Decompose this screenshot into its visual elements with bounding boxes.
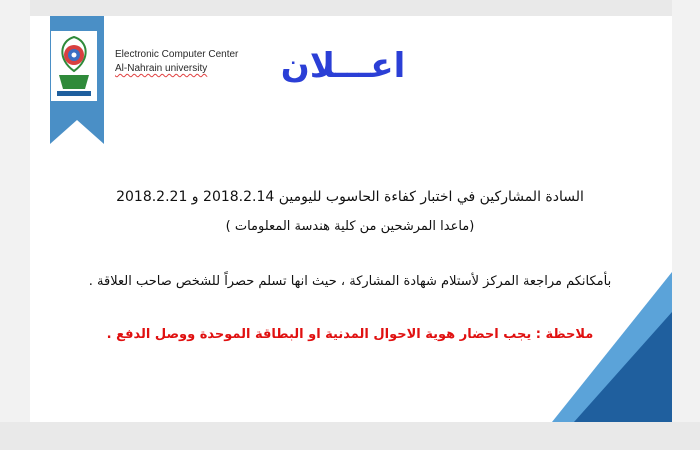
frame-bottom [0, 422, 700, 450]
university-seal-icon [51, 31, 97, 101]
frame-top [0, 0, 700, 16]
frame-right [672, 0, 700, 450]
org-name-line1: Electronic Computer Center [115, 49, 239, 60]
announcement-line-2: (ماعدا المرشحين من كلية هندسة المعلومات ) [225, 219, 475, 234]
announcement-line-1: السادة المشاركين في اختبار كفاءة الحاسوب لليومين 2018.2.14 و 2018.2.21 [116, 189, 584, 205]
frame-left [0, 0, 30, 450]
org-name [115, 48, 238, 76]
page-title: اعـــلان [280, 46, 406, 86]
announcement-line-3: بأمكانكم مراجعة المركز لأستلام شهادة المشاركة ، حيث انها تسلم حصراً للشخص صاحب العلاقة . [88, 274, 612, 289]
note-text: ملاحظة : يجب احضار هوية الاحوال المدنية او البطاقة الموحدة ووصل الدفع . [106, 327, 594, 342]
org-name-line2: Al-Nahrain university [115, 63, 208, 74]
corner-decoration [552, 272, 672, 422]
